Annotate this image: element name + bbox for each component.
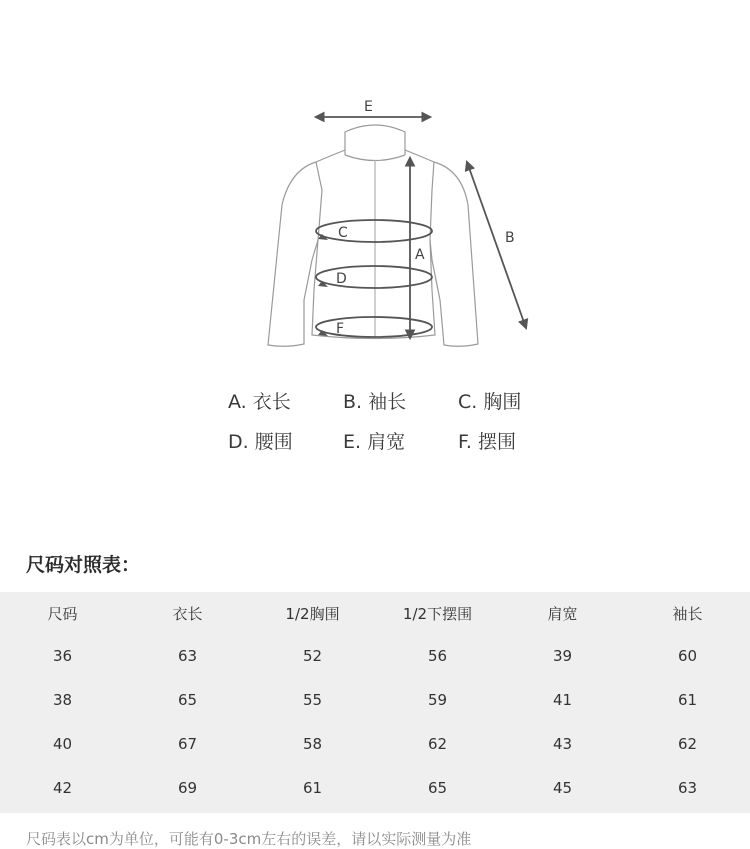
table-cell: 61 bbox=[677, 691, 698, 709]
table-header-sleeve: 袖长 bbox=[672, 604, 703, 623]
table-cell: 63 bbox=[177, 647, 198, 665]
table-row bbox=[0, 634, 750, 678]
table-cell: 67 bbox=[177, 735, 198, 753]
table-cell: 59 bbox=[427, 691, 448, 709]
measurement-note: 尺码表以cm为单位，可能有0-3cm左右的误差，请以实际测量为准 bbox=[26, 830, 472, 848]
marker-a: A bbox=[415, 247, 425, 263]
table-cell: 61 bbox=[302, 779, 323, 797]
marker-f: F bbox=[336, 321, 345, 337]
legend-item-a: A. 衣长 bbox=[228, 391, 291, 413]
table-cell: 58 bbox=[302, 735, 323, 753]
legend-item-d: D. 腰围 bbox=[228, 431, 293, 453]
legend-item-e: E. 肩宽 bbox=[343, 431, 406, 453]
table-row bbox=[0, 722, 750, 766]
table-cell: 56 bbox=[427, 647, 448, 665]
marker-b: B bbox=[505, 230, 515, 246]
table-cell: 40 bbox=[52, 735, 73, 753]
table-cell: 65 bbox=[427, 779, 448, 797]
table-row bbox=[0, 678, 750, 722]
marker-e: E bbox=[364, 99, 373, 115]
table-cell: 60 bbox=[677, 647, 698, 665]
jacket-outline bbox=[268, 125, 478, 346]
table-cell: 52 bbox=[302, 647, 323, 665]
legend-item-f: F. 摆围 bbox=[458, 431, 516, 453]
table-cell: 36 bbox=[52, 647, 73, 665]
table-cell: 41 bbox=[552, 691, 573, 709]
size-table bbox=[0, 592, 750, 813]
table-header-shoulder: 肩宽 bbox=[547, 604, 578, 623]
table-cell: 65 bbox=[177, 691, 198, 709]
table-header-size: 尺码 bbox=[47, 604, 78, 623]
table-cell: 69 bbox=[177, 779, 198, 797]
legend-item-c: C. 胸围 bbox=[458, 391, 522, 413]
table-cell: 38 bbox=[52, 691, 73, 709]
table-header-half-hem: 1/2下摆围 bbox=[402, 604, 473, 623]
marker-c: C bbox=[338, 225, 348, 241]
legend-item-b: B. 袖长 bbox=[343, 391, 407, 413]
table-cell: 45 bbox=[552, 779, 573, 797]
table-row bbox=[0, 766, 750, 810]
table-cell: 62 bbox=[677, 735, 698, 753]
table-header-length: 衣长 bbox=[172, 604, 203, 623]
table-cell: 55 bbox=[302, 691, 323, 709]
size-chart-title: 尺码对照表： bbox=[26, 554, 141, 576]
table-cell: 62 bbox=[427, 735, 448, 753]
measurement-legend bbox=[228, 390, 568, 454]
table-cell: 42 bbox=[52, 779, 73, 797]
table-header-half-chest: 1/2胸围 bbox=[285, 604, 340, 623]
table-header-row bbox=[0, 592, 750, 634]
marker-d: D bbox=[336, 271, 347, 287]
table-cell: 43 bbox=[552, 735, 573, 753]
table-cell: 63 bbox=[677, 779, 698, 797]
table-cell: 39 bbox=[552, 647, 573, 665]
